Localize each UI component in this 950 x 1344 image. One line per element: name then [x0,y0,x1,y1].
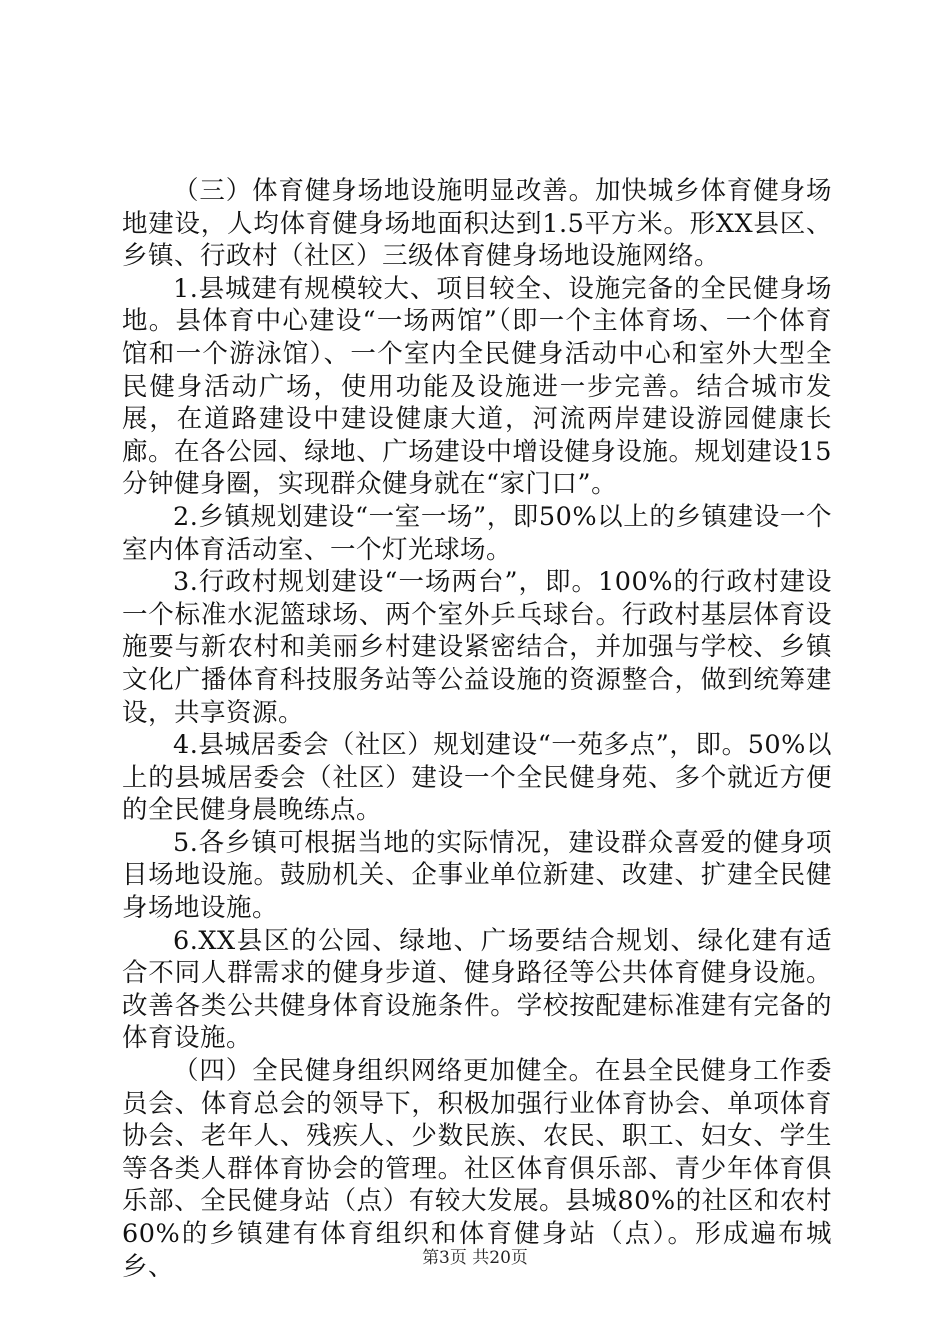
paragraph-item-4: 4.县城居委会（社区）规划建设“一苑多点”，即。50%以上的县城居委会（社区）建设一个全民健身苑、多个就近方便的全民健身晨晚练点。 [122,730,832,826]
paragraph-item-3: 3.行政村规划建设“一场两台”，即。100%的行政村建设一个标准水泥篮球场、两个室外乒乓球台。行政村基层体育设施要与新农村和美丽乡村建设紧密结合，并加强与学校、乡镇文化广播体育科技服务站等公益设施的资源整合，做到统筹建设，共享资源。 [122,567,832,728]
paragraph-item-5: 5.各乡镇可根据当地的实际情况，建设群众喜爱的健身项目场地设施。鼓励机关、企事业单位新建、改建、扩建全民健身场地设施。 [122,827,832,924]
paragraph-section-4: （四）全民健身组织网络更加健全。在县全民健身工作委员会、体育总会的领导下，积极加强行业体育协会、单项体育协会、老年人、残疾人、少数民族、农民、职工、妇女、学生等各类人群体育协会的管理。社区体育俱乐部、青少年体育俱乐部、全民健身站（点）有较大发展。县城80%的社区和农村60%的乡镇建有体育组织和体育健身站（点）。形成遍布城乡、 [122,1056,832,1282]
page-footer [0,1243,950,1268]
page-number: 第3页 共20页 [422,1248,528,1268]
paragraph-item-2: 2.乡镇规划建设“一室一场”，即50%以上的乡镇建设一个室内体育活动室、一个灯光球场。 [122,501,832,565]
paragraph-section-3: （三）体育健身场地设施明显改善。加快城乡体育健身场地建设，人均体育健身场地面积达到1.5平方米。形XX县区、乡镇、行政村（社区）三级体育健身场地设施网络。 [122,176,832,272]
document-body [122,175,832,1283]
paragraph-item-6: 6.XX县区的公园、绿地、广场要结合规划、绿化建有适合不同人群需求的健身步道、健身路径等公共体育健身设施。改善各类公共健身体育设施条件。学校按配建标准建有完备的体育设施。 [122,925,832,1054]
paragraph-item-1: 1.县城建有规模较大、项目较全、设施完备的全民健身场地。县体育中心建设“一场两馆”（即一个主体育场、一个体育馆和一个游泳馆）、一个室内全民健身活动中心和室外大型全民健身活动广场，使用功能及设施进一步完善。结合城市发展，在道路建设中建设健康大道，河流两岸建设游园健康长廊。在各公园、绿地、广场建设中增设健身设施。规划建设15分钟健身圈，实现群众健身就在“家门口”。 [122,273,832,500]
